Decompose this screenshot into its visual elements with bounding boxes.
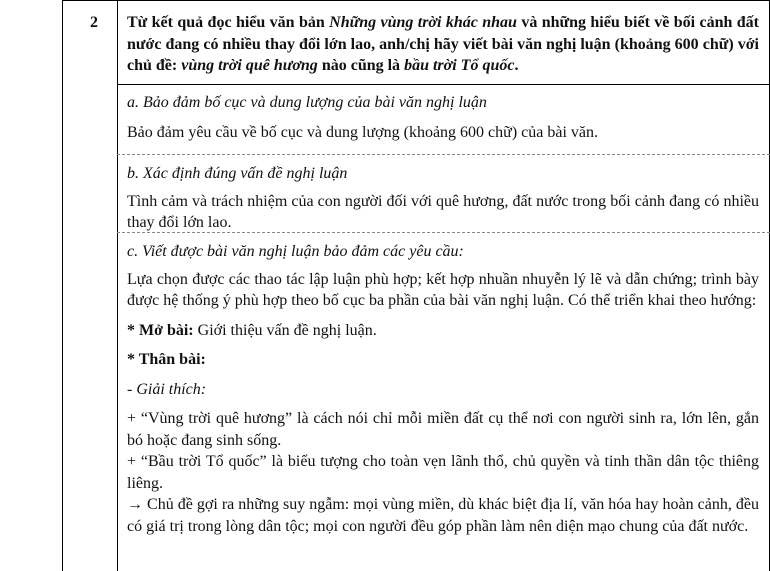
point-3: → Chủ đề gợi ra những suy ngẫm: mọi vùng miền, dù khác biệt địa lí, văn hóa hay hoàn cảnh, đều có giá trị trong lòng dân tộc; mọi con người đều góp phần làm nên diện mạo chung của đất nước. bbox=[127, 496, 759, 535]
point-2: + “Bầu trời Tổ quốc” là biểu tượng cho toàn vẹn lãnh thổ, chủ quyền và tinh thần dân tộc thiêng liêng. bbox=[127, 453, 759, 492]
point-1: + “Vùng trời quê hương” là cách nói chỉ mỗi miền đất cụ thể nơi con người sinh ra, lớn lên, gắn bó hoặc đang sinh sống. bbox=[127, 410, 759, 449]
than-bai-label: * Thân bài: bbox=[127, 351, 206, 368]
text-title: Những vùng trời khác nhau bbox=[329, 14, 517, 31]
table-border-top bbox=[62, 0, 770, 1]
topic-1: vùng trời quê hương bbox=[181, 57, 318, 74]
section-a-heading: a. Bảo đảm bố cục và dung lượng của bài văn nghị luận bbox=[127, 94, 487, 111]
section-b-heading: b. Xác định đúng vấn đề nghị luận bbox=[127, 165, 348, 182]
giai-thich-label: - Giải thích: bbox=[127, 380, 207, 398]
section-c-heading: c. Viết được bài văn nghị luận bảo đảm các yêu cầu: bbox=[127, 243, 464, 260]
topic-2: bầu trời Tổ quốc bbox=[404, 57, 515, 74]
section-a bbox=[127, 92, 759, 143]
question-number: 2 bbox=[90, 14, 98, 31]
section-c bbox=[127, 241, 759, 537]
row-divider-a bbox=[117, 154, 770, 155]
mo-bai: * Mở bài: Giới thiệu vấn đề nghị luận. bbox=[127, 321, 377, 339]
table-border-left bbox=[62, 0, 63, 571]
section-c-intro: Lựa chọn được các thao tác lập luận phù hợp; kết hợp nhuần nhuyễn lý lẽ và dẫn chứng; trình bày được hệ thống ý phù hợp theo bố cục ba phần của bài văn nghị luận. Có thể triển khai theo hướng: bbox=[127, 270, 759, 309]
section-b-body: Tình cảm và trách nhiệm của con người đối với quê hương, đất nước trong bối cảnh đang có nhiều thay đổi lớn lao. bbox=[127, 192, 759, 231]
question-prompt: Từ kết quả đọc hiểu văn bản Những vùng trời khác nhau và những hiểu biết về bối cảnh đất nước đang có nhiều thay đổi lớn lao, anh/chị hãy viết bài văn nghị luận (khoảng 600 chữ) với chủ đề: vùng trời quê hương nào cũng là bầu trời Tổ quốc. bbox=[127, 14, 760, 74]
section-a-body: Bảo đảm yêu cầu về bố cục và dung lượng (khoảng 600 chữ) của bài văn. bbox=[127, 123, 598, 141]
table-border-number-col bbox=[117, 0, 118, 571]
mo-bai-label: * Mở bài: bbox=[127, 321, 194, 339]
section-b bbox=[127, 163, 759, 234]
row-divider-prompt bbox=[117, 84, 770, 85]
